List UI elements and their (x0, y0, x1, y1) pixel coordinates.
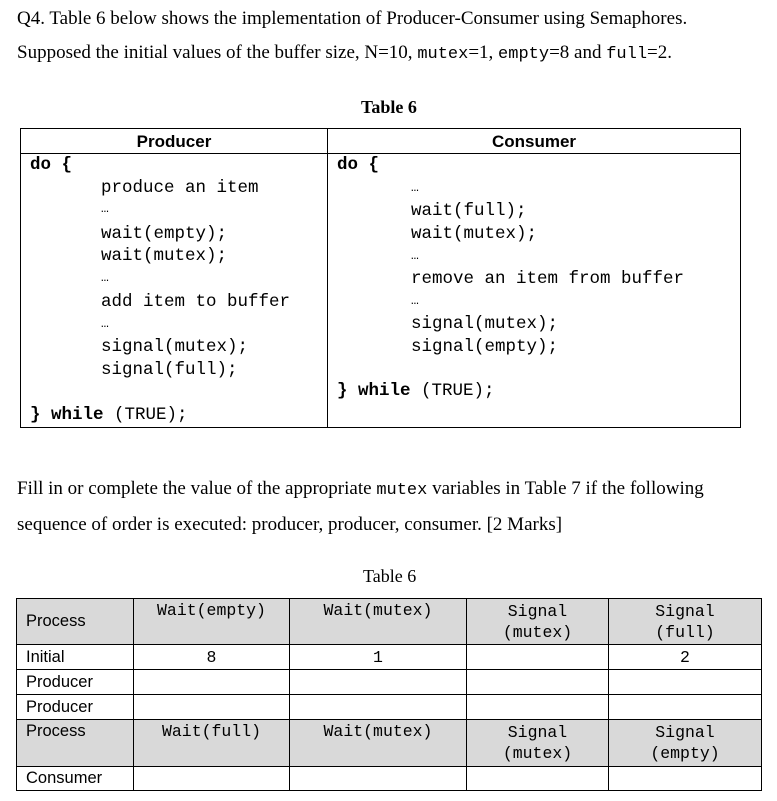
mutex-values-table (16, 598, 762, 791)
question-line-1: Q4. Table 6 below shows the implementation of Producer-Consumer using Semaphores. (17, 8, 688, 29)
producer-code-line: … (101, 201, 109, 216)
signal-mutex-header (467, 599, 609, 645)
producer-code-line: wait(mutex); (101, 246, 228, 266)
table-row (17, 645, 762, 670)
consumer-code-line: wait(full); (411, 201, 527, 221)
instruction-line-1-pre: Fill in or complete the value of the appropriate (17, 478, 377, 499)
consumer-code-line: … (411, 248, 419, 263)
consumer-while-condition: (TRUE); (410, 381, 495, 401)
signal-mutex-header (467, 720, 609, 767)
table-header-row (17, 599, 762, 645)
table-header-row (17, 720, 762, 767)
mutex-value: =1, (468, 42, 499, 63)
initial-signal-mutex-value (467, 645, 609, 670)
signal-mutex-header-l2: (mutex) (502, 744, 573, 763)
header-divider (21, 153, 740, 154)
full-variable: full (606, 45, 648, 64)
signal-mutex-header-l1: Signal (507, 723, 568, 742)
empty-cell[interactable] (467, 695, 609, 720)
wait-mutex-header: Wait(mutex) (290, 599, 467, 645)
table-row (17, 767, 762, 791)
producer-code-line: … (101, 270, 109, 285)
empty-cell[interactable] (134, 670, 290, 695)
process-header: Process (17, 720, 134, 767)
wait-empty-header: Wait(empty) (134, 599, 290, 645)
empty-cell[interactable] (290, 695, 467, 720)
producer-code-line: … (101, 316, 109, 331)
table7-caption: Table 6 (363, 566, 417, 586)
consumer-code-line: … (411, 293, 419, 308)
consumer-while-keyword: while (358, 381, 411, 401)
producer-do: do { (30, 155, 73, 175)
instruction-line-1-post: variables in Table 7 if the following (427, 478, 704, 499)
signal-full-header-l1: Signal (655, 601, 715, 621)
consumer-while (337, 381, 495, 401)
producer-code-line: add item to buffer (101, 292, 291, 312)
empty-cell[interactable] (609, 695, 762, 720)
signal-mutex-header-l1: Signal (507, 601, 568, 621)
consumer-code-line: signal(mutex); (411, 314, 559, 334)
signal-empty-header (609, 720, 762, 767)
consumer-code-line: remove an item from buffer (411, 269, 685, 289)
empty-variable: empty (498, 45, 550, 64)
wait-full-header: Wait(full) (134, 720, 290, 767)
producer-code-line: signal(full); (101, 360, 238, 380)
column-divider (327, 129, 328, 427)
signal-full-header-l2: (full) (655, 622, 715, 642)
producer-end-brace: } (30, 405, 52, 425)
consumer-end-brace: } (337, 381, 359, 401)
producer-code-line: wait(empty); (101, 224, 228, 244)
producer-code-line: produce an item (101, 178, 259, 198)
empty-cell[interactable] (134, 767, 290, 791)
signal-mutex-header-l2: (mutex) (502, 622, 573, 642)
consumer-code-line: signal(empty); (411, 337, 559, 357)
table6-caption: Table 6 (361, 97, 417, 117)
question-line-2 (17, 42, 672, 64)
producer-while-condition: (TRUE); (103, 405, 188, 425)
row-label-producer: Producer (17, 695, 134, 720)
consumer-header: Consumer (491, 132, 577, 151)
row-label-initial: Initial (17, 645, 134, 670)
empty-cell[interactable] (134, 695, 290, 720)
table-row (17, 695, 762, 720)
consumer-code-line: wait(mutex); (411, 224, 538, 244)
empty-value: =8 and (549, 42, 607, 63)
empty-cell[interactable] (467, 767, 609, 791)
producer-code-line: signal(mutex); (101, 337, 249, 357)
process-header: Process (17, 599, 134, 645)
consumer-do: do { (337, 155, 380, 175)
initial-wait-mutex-value: 1 (290, 645, 467, 670)
producer-header: Producer (136, 132, 212, 151)
producer-while-keyword: while (51, 405, 104, 425)
initial-wait-empty-value: 8 (134, 645, 290, 670)
initial-signal-full-value: 2 (609, 645, 762, 670)
signal-empty-header-l1: Signal (655, 723, 715, 742)
row-label-producer: Producer (17, 670, 134, 695)
table-row (17, 670, 762, 695)
instruction-line-2: sequence of order is executed: producer, producer, consumer. [2 Marks] (17, 514, 563, 535)
wait-mutex-header: Wait(mutex) (290, 720, 467, 767)
producer-while (30, 405, 188, 425)
consumer-code-line: … (411, 180, 419, 195)
signal-empty-header-l2: (empty) (650, 744, 720, 763)
mutex-variable: mutex (417, 45, 469, 64)
producer-consumer-table (20, 128, 741, 428)
empty-cell[interactable] (290, 767, 467, 791)
full-value: =2. (647, 42, 672, 63)
question-line-2-text: Supposed the initial values of the buffer size, N=10, (17, 42, 418, 63)
row-label-consumer: Consumer (17, 767, 134, 791)
empty-cell[interactable] (467, 670, 609, 695)
empty-cell[interactable] (609, 767, 762, 791)
empty-cell[interactable] (290, 670, 467, 695)
signal-full-header (609, 599, 762, 645)
instruction-mutex-variable: mutex (376, 481, 428, 500)
empty-cell[interactable] (609, 670, 762, 695)
instruction-line-1 (17, 478, 704, 500)
